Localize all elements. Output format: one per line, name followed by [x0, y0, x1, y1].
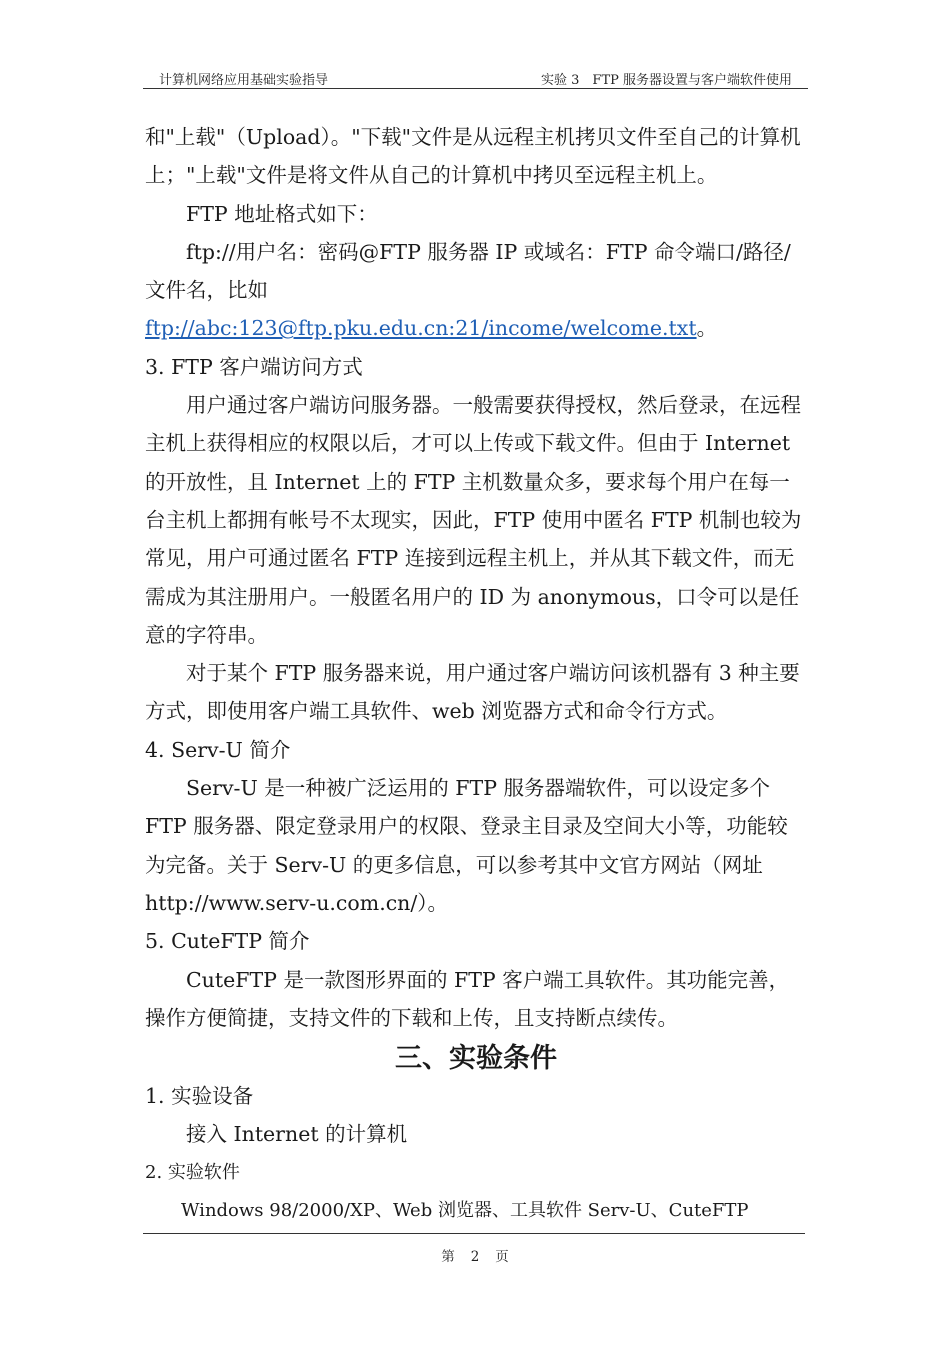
item-equipment-heading: 1. 实验设备 [145, 1084, 254, 1108]
page-number-prefix: 第 [441, 1249, 455, 1265]
paragraph-access-modes: 对于某个 FTP 服务器来说，用户通过客户端访问该机器有 3 种主要方式，即使用客户端工具软件、web 浏览器方式和命令行方式。 [145, 661, 800, 724]
paragraph-ftp-format [145, 233, 807, 348]
section-title: 三、实验条件 [395, 1043, 557, 1074]
header-book-title: 计算机网络应用基础实验指导 [159, 73, 329, 88]
page-header [143, 66, 808, 88]
item-software-heading: 2. 实验软件 [145, 1161, 240, 1183]
heading-ftp-client-access: 3. FTP 客户端访问方式 [145, 354, 363, 379]
heading-servu: 4. Serv-U 简介 [145, 737, 291, 762]
page-number-value: 2 [470, 1249, 480, 1265]
ftp-example-link[interactable]: ftp://abc:123@ftp.pku.edu.cn:21/income/welcome.txt [145, 316, 697, 341]
page-number-suffix: 页 [495, 1249, 509, 1265]
paragraph-servu: Serv-U 是一种被广泛运用的 FTP 服务器端软件，可以设定多个 FTP 服务器、限定登录用户的权限、登录主目录及空间大小等，功能较为完备。关于 Serv-U 的更多信息，可以参考其中文官方网站（网址 http://www.serv-u.com.cn/）。 [145, 776, 788, 915]
item-software: Windows 98/2000/XP、Web 浏览器、工具软件 Serv-U、CuteFTP [181, 1199, 749, 1221]
paragraph-ftp-format-intro: FTP 地址格式如下： [186, 201, 378, 226]
paragraph-client-access: 用户通过客户端访问服务器。一般需要获得授权，然后登录，在远程主机上获得相应的权限以后，才可以上传或下载文件。但由于 Internet 的开放性，且 Internet 上的 FTP 主机数量众多，要求每个用户在每一台主机上都拥有帐号不太现实，因此，FTP 使用中匿名 FTP 机制也较为常见，用户可通过匿名 FTP 连接到远程主机上，并从其下载文件，而无需成为其注册用户。一般匿名用户的 ID 为 anonymous，口令可以是任意的字符串。 [145, 393, 802, 647]
ftp-format-text: ftp://用户名：密码@FTP 服务器 IP 或域名：FTP 命令端口/路径/文件名，比如 [145, 239, 791, 303]
header-rule [143, 88, 808, 89]
page-number [0, 1245, 950, 1265]
ftp-format-end: 。 [696, 316, 718, 341]
heading-cuteftp: 5. CuteFTP 简介 [145, 929, 310, 954]
page-body [145, 118, 807, 1037]
item-equipment: 接入 Internet 的计算机 [186, 1122, 408, 1147]
paragraph-download-upload: 和"上载"（Upload）。"下载"文件是从远程主机拷贝文件至自己的计算机上；"上载"文件是将文件从自己的计算机中拷贝至远程主机上。 [145, 125, 801, 188]
paragraph-cuteftp: CuteFTP 是一款图形界面的 FTP 客户端工具软件。其功能完善，操作方便简捷，支持文件的下载和上传，且支持断点续传。 [145, 967, 790, 1030]
footer-rule [143, 1233, 805, 1234]
header-chapter-title: 实验 3 FTP 服务器设置与客户端软件使用 [541, 73, 792, 88]
